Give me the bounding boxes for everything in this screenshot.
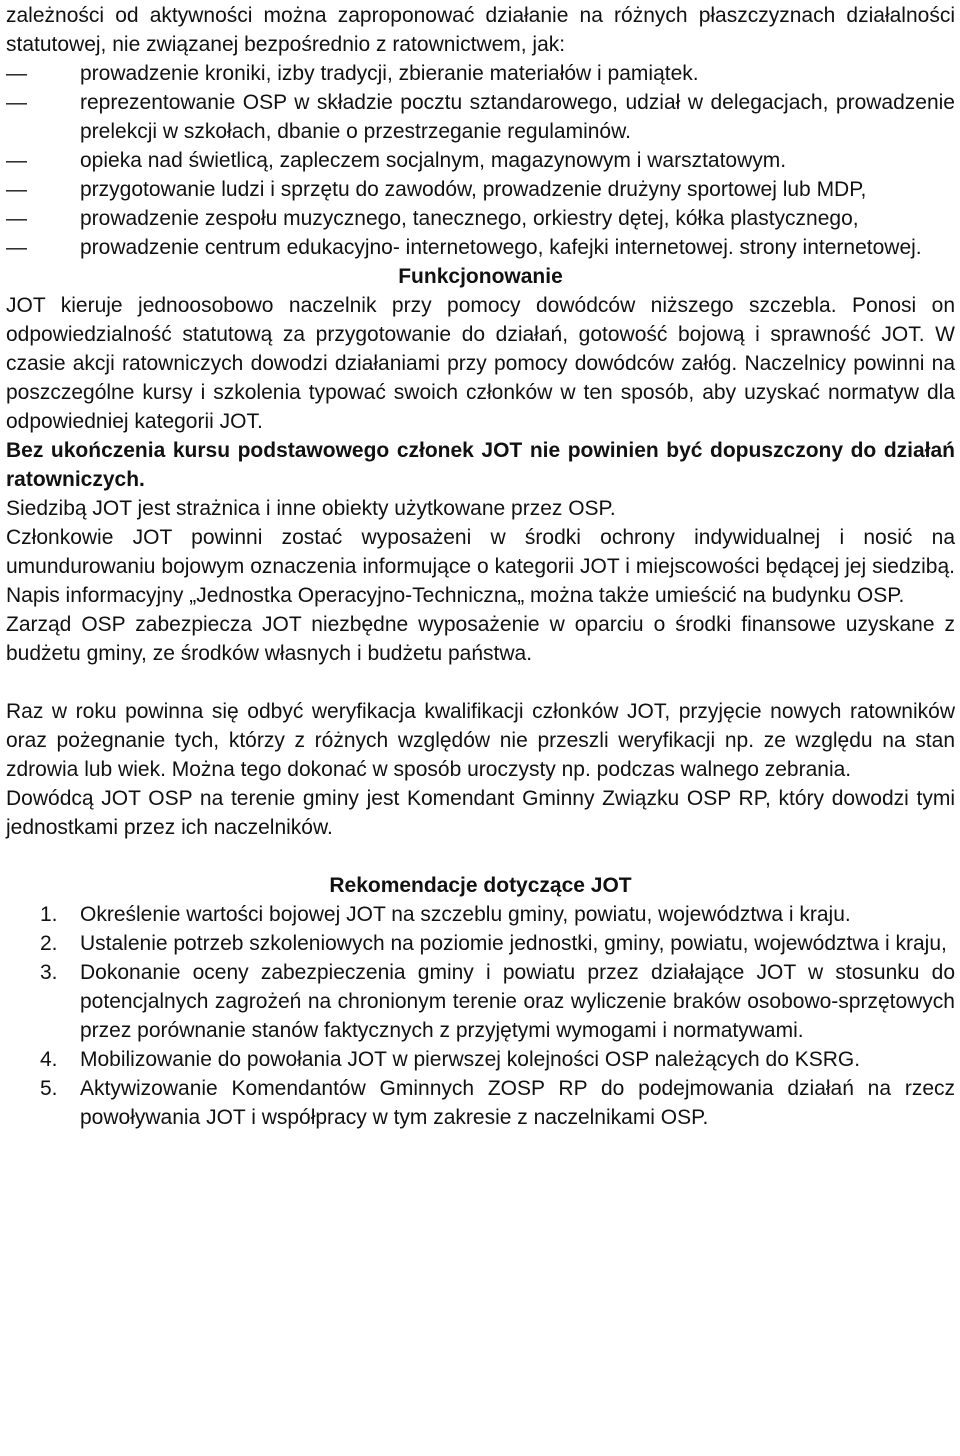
item-number: 3. [40,961,58,984]
document-page [6,1,955,1132]
list-item: — przygotowanie ludzi i sprzętu do zawodów, prowadzenie drużyny sportowej lub MDP, [6,175,955,204]
dash-bullet-icon: — [6,236,27,259]
paragraph-financing: Zarząd OSP zabezpiecza JOT niezbędne wyposażenie w oparciu o środki finansowe uzyskane z budżetu gminy, ze środków własnych i budżetu państwa. [6,613,955,665]
list-item: 3. Dokonanie oceny zabezpieczenia gminy i powiatu przez działające JOT w stosunku do potencjalnych zagrożeń na chronionym terenie oraz wyliczenie braków osobowo-sprzętowych przez porównanie stanów faktycznych z przyjętymi wymogami i normatywami. [6,958,955,1045]
intro-paragraph: zależności od aktywności można zaproponować działanie na różnych płaszczyznach działalności statutowej, nie związanej bezpośrednio z ratownictwem, jak: [6,4,955,56]
paragraph-headquarters: Siedzibą JOT jest strażnica i inne obiekty użytkowane przez OSP. [6,497,616,520]
item-number: 2. [40,932,58,955]
paragraph-equipment-members: Członkowie JOT powinni zostać wyposażeni w środki ochrony indywidualnej i nosić na umundurowaniu bojowym oznaczenia informujące o kategorii JOT i miejscowości będącej jej siedzibą. Napis informacyjny „Jednostka Operacyjno-Techniczna„ można także umieścić na budynku OSP. [6,526,955,607]
list-item: — prowadzenie kroniki, izby tradycji, zbieranie materiałów i pamiątek. [6,59,955,88]
dash-bullet-icon: — [6,91,27,114]
dash-bullet-icon: — [6,178,27,201]
list-item: — reprezentowanie OSP w składzie pocztu sztandarowego, udział w delegacjach, prowadzenie prelekcji w szkołach, dbanie o przestrzeganie regulaminów. [6,88,955,146]
list-item: 4. Mobilizowanie do powołania JOT w pierwszej kolejności OSP należących do KSRG. [6,1045,955,1074]
list-item: 1. Określenie wartości bojowej JOT na szczeblu gminy, powiatu, województwa i kraju. [6,900,955,929]
paragraph-command: JOT kieruje jednoosobowo naczelnik przy pomocy dowódców niższego szczebla. Ponosi on odpowiedzialność statutową za przygotowanie do działań, gotowość bojową i sprawność JOT. W czasie akcji ratowniczych dowodzi działaniami przy pomocy dowódców załóg. Naczelnicy powinni na poszczególne kursy i szkolenia typować swoich członków w ten sposób, aby uzyskać normatyw dla odpowiedniej kategorii JOT. [6,294,955,433]
list-item: 5. Aktywizowanie Komendantów Gminnych ZOSP RP do podejmowania działań na rzecz powoływania JOT i współpracy w tym zakresie z naczelnikami OSP. [6,1074,955,1132]
spacer [6,842,955,871]
paragraph-training-requirement: Bez ukończenia kursu podstawowego członek JOT nie powinien być dopuszczony do działań ratowniczych. [6,439,955,491]
dash-bullet-icon: — [6,207,27,230]
dash-bullet-icon: — [6,149,27,172]
item-number: 4. [40,1048,58,1071]
section-heading-funkcjonowanie: Funkcjonowanie [398,265,563,288]
recommendations-list [6,900,955,1132]
item-number: 5. [40,1077,58,1100]
item-number: 1. [40,903,58,926]
list-item: — opieka nad świetlicą, zapleczem socjalnym, magazynowym i warsztatowym. [6,146,955,175]
paragraph-verification: Raz w roku powinna się odbyć weryfikacja kwalifikacji członków JOT, przyjęcie nowych ratowników oraz pożegnanie tych, którzy z różnych względów nie przeszli weryfikacji np. ze względu na stan zdrowia lub wiek. Można tego dokonać w sposób uroczysty np. podczas walnego zebrania. [6,700,955,781]
dash-bullet-icon: — [6,62,27,85]
list-item: 2. Ustalenie potrzeb szkoleniowych na poziomie jednostki, gminy, powiatu, województwa i kraju, [6,929,955,958]
spacer [6,668,955,697]
section-heading-rekomendacje: Rekomendacje dotyczące JOT [329,874,632,897]
list-item: — prowadzenie centrum edukacyjno- internetowego, kafejki internetowej. strony internetowej. [6,233,955,262]
activity-list [6,59,955,262]
list-item: — prowadzenie zespołu muzycznego, tanecznego, orkiestry dętej, kółka plastycznego, [6,204,955,233]
paragraph-commander: Dowódcą JOT OSP na terenie gminy jest Komendant Gminny Związku OSP RP, który dowodzi tymi jednostkami przez ich naczelników. [6,787,955,839]
